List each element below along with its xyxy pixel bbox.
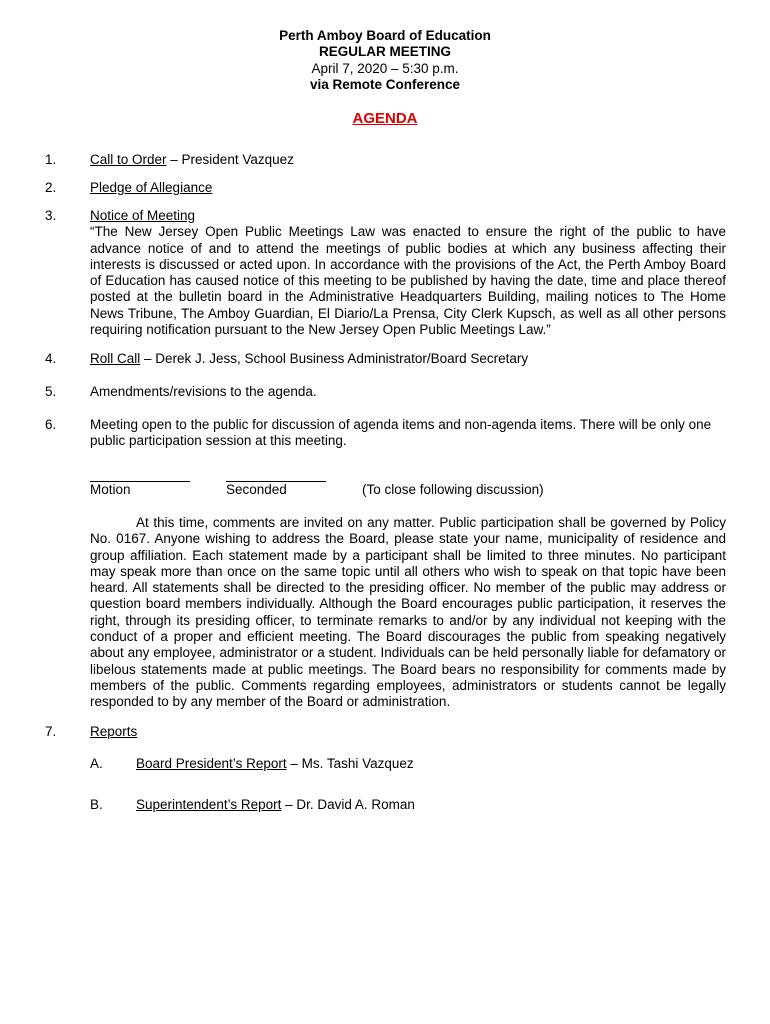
public-comment-text: At this time, comments are invited on any matter. Public participation shall be governed by Policy No. 0167. Anyone wishing to address the Board, please state your name, municipality of residence and group affiliation. Each statement made by a participant shall be limited to three minutes. No participant may speak more than once on the same topic until all others who wish to speak on that topic have been heard. All statements shall be directed to the presiding officer. No member of the public may address or question board members individually. Although the Board encourages public participation, it reserves the right, through its presiding officer, to terminate remarks to and/or by any individual not keeping with the conduct of a proper and efficient meeting. The Board discourages the public from speaking negatively about any employee, administrator or a student. Individuals can be held personally liable for defamatory or libelous statements made at public meetings. The Board bears no responsibility for comments made by members of the public. Comments regarding employees, administrators or students cannot be legally responded to by any member of the Board or administration.: [90, 515, 726, 710]
item-number: 5.: [45, 384, 57, 399]
sub-item-b: [136, 797, 415, 813]
item-detail: – Derek J. Jess, School Business Administrator/Board Secretary: [140, 351, 529, 366]
item-title: Notice of Meeting: [90, 208, 196, 223]
item-number: 6.: [45, 417, 57, 432]
sub-item-a: [136, 756, 414, 772]
sub-item-detail: – Dr. David A. Roman: [281, 797, 415, 812]
sub-item-detail: – Ms. Tashi Vazquez: [286, 756, 414, 771]
item-number: 2.: [45, 180, 57, 195]
motion-label: Motion: [90, 482, 131, 497]
sub-item-letter: A.: [90, 756, 103, 771]
meeting-venue: via Remote Conference: [309, 76, 461, 92]
sub-item-letter: B.: [90, 797, 103, 812]
org-name: Perth Amboy Board of Education: [279, 28, 491, 43]
meeting-date: April 7, 2020 – 5:30 p.m.: [311, 60, 459, 76]
item-title: Roll Call: [90, 351, 141, 366]
item-title: Pledge of Allegiance: [90, 180, 213, 195]
item-number: 3.: [45, 208, 57, 223]
agenda-title: AGENDA: [352, 110, 418, 127]
item-title: Reports: [90, 724, 138, 739]
close-note: (To close following discussion): [362, 482, 544, 497]
item-text: Meeting open to the public for discussion of agenda items and non-agenda items. There will be only one public participation session at this meeting.: [90, 417, 712, 449]
item-text: Amendments/revisions to the agenda.: [90, 384, 317, 399]
sub-item-title: Board President’s Report: [136, 756, 287, 771]
item-number: 4.: [45, 351, 57, 366]
seconded-label: Seconded: [226, 482, 287, 497]
item-number: 7.: [45, 724, 57, 739]
document-header: [0, 28, 770, 93]
item-title: Call to Order: [90, 152, 167, 167]
notice-text: “The New Jersey Open Public Meetings Law was enacted to ensure the right of the public to have advance notice of and to attend the meetings of public bodies at which any business affecting their interests is discussed or acted upon. In accordance with the provisions of the Act, the Perth Amboy Board of Education has caused notice of this meeting to be published by having the date, time and place thereof posted at the bulletin board in the Administrative Headquarters Building, mailing notices to The Home News Tribune, The Amboy Guardian, El Diario/La Prensa, City Clerk Kupsch, as well as all other persons requiring notification pursuant to the New Jersey Open Public Meetings Law.”: [90, 224, 726, 338]
meeting-type: REGULAR MEETING: [318, 44, 451, 60]
item-detail: – President Vazquez: [166, 152, 294, 167]
item-number: 1.: [45, 152, 57, 167]
sub-item-title: Superintendent’s Report: [136, 797, 282, 812]
